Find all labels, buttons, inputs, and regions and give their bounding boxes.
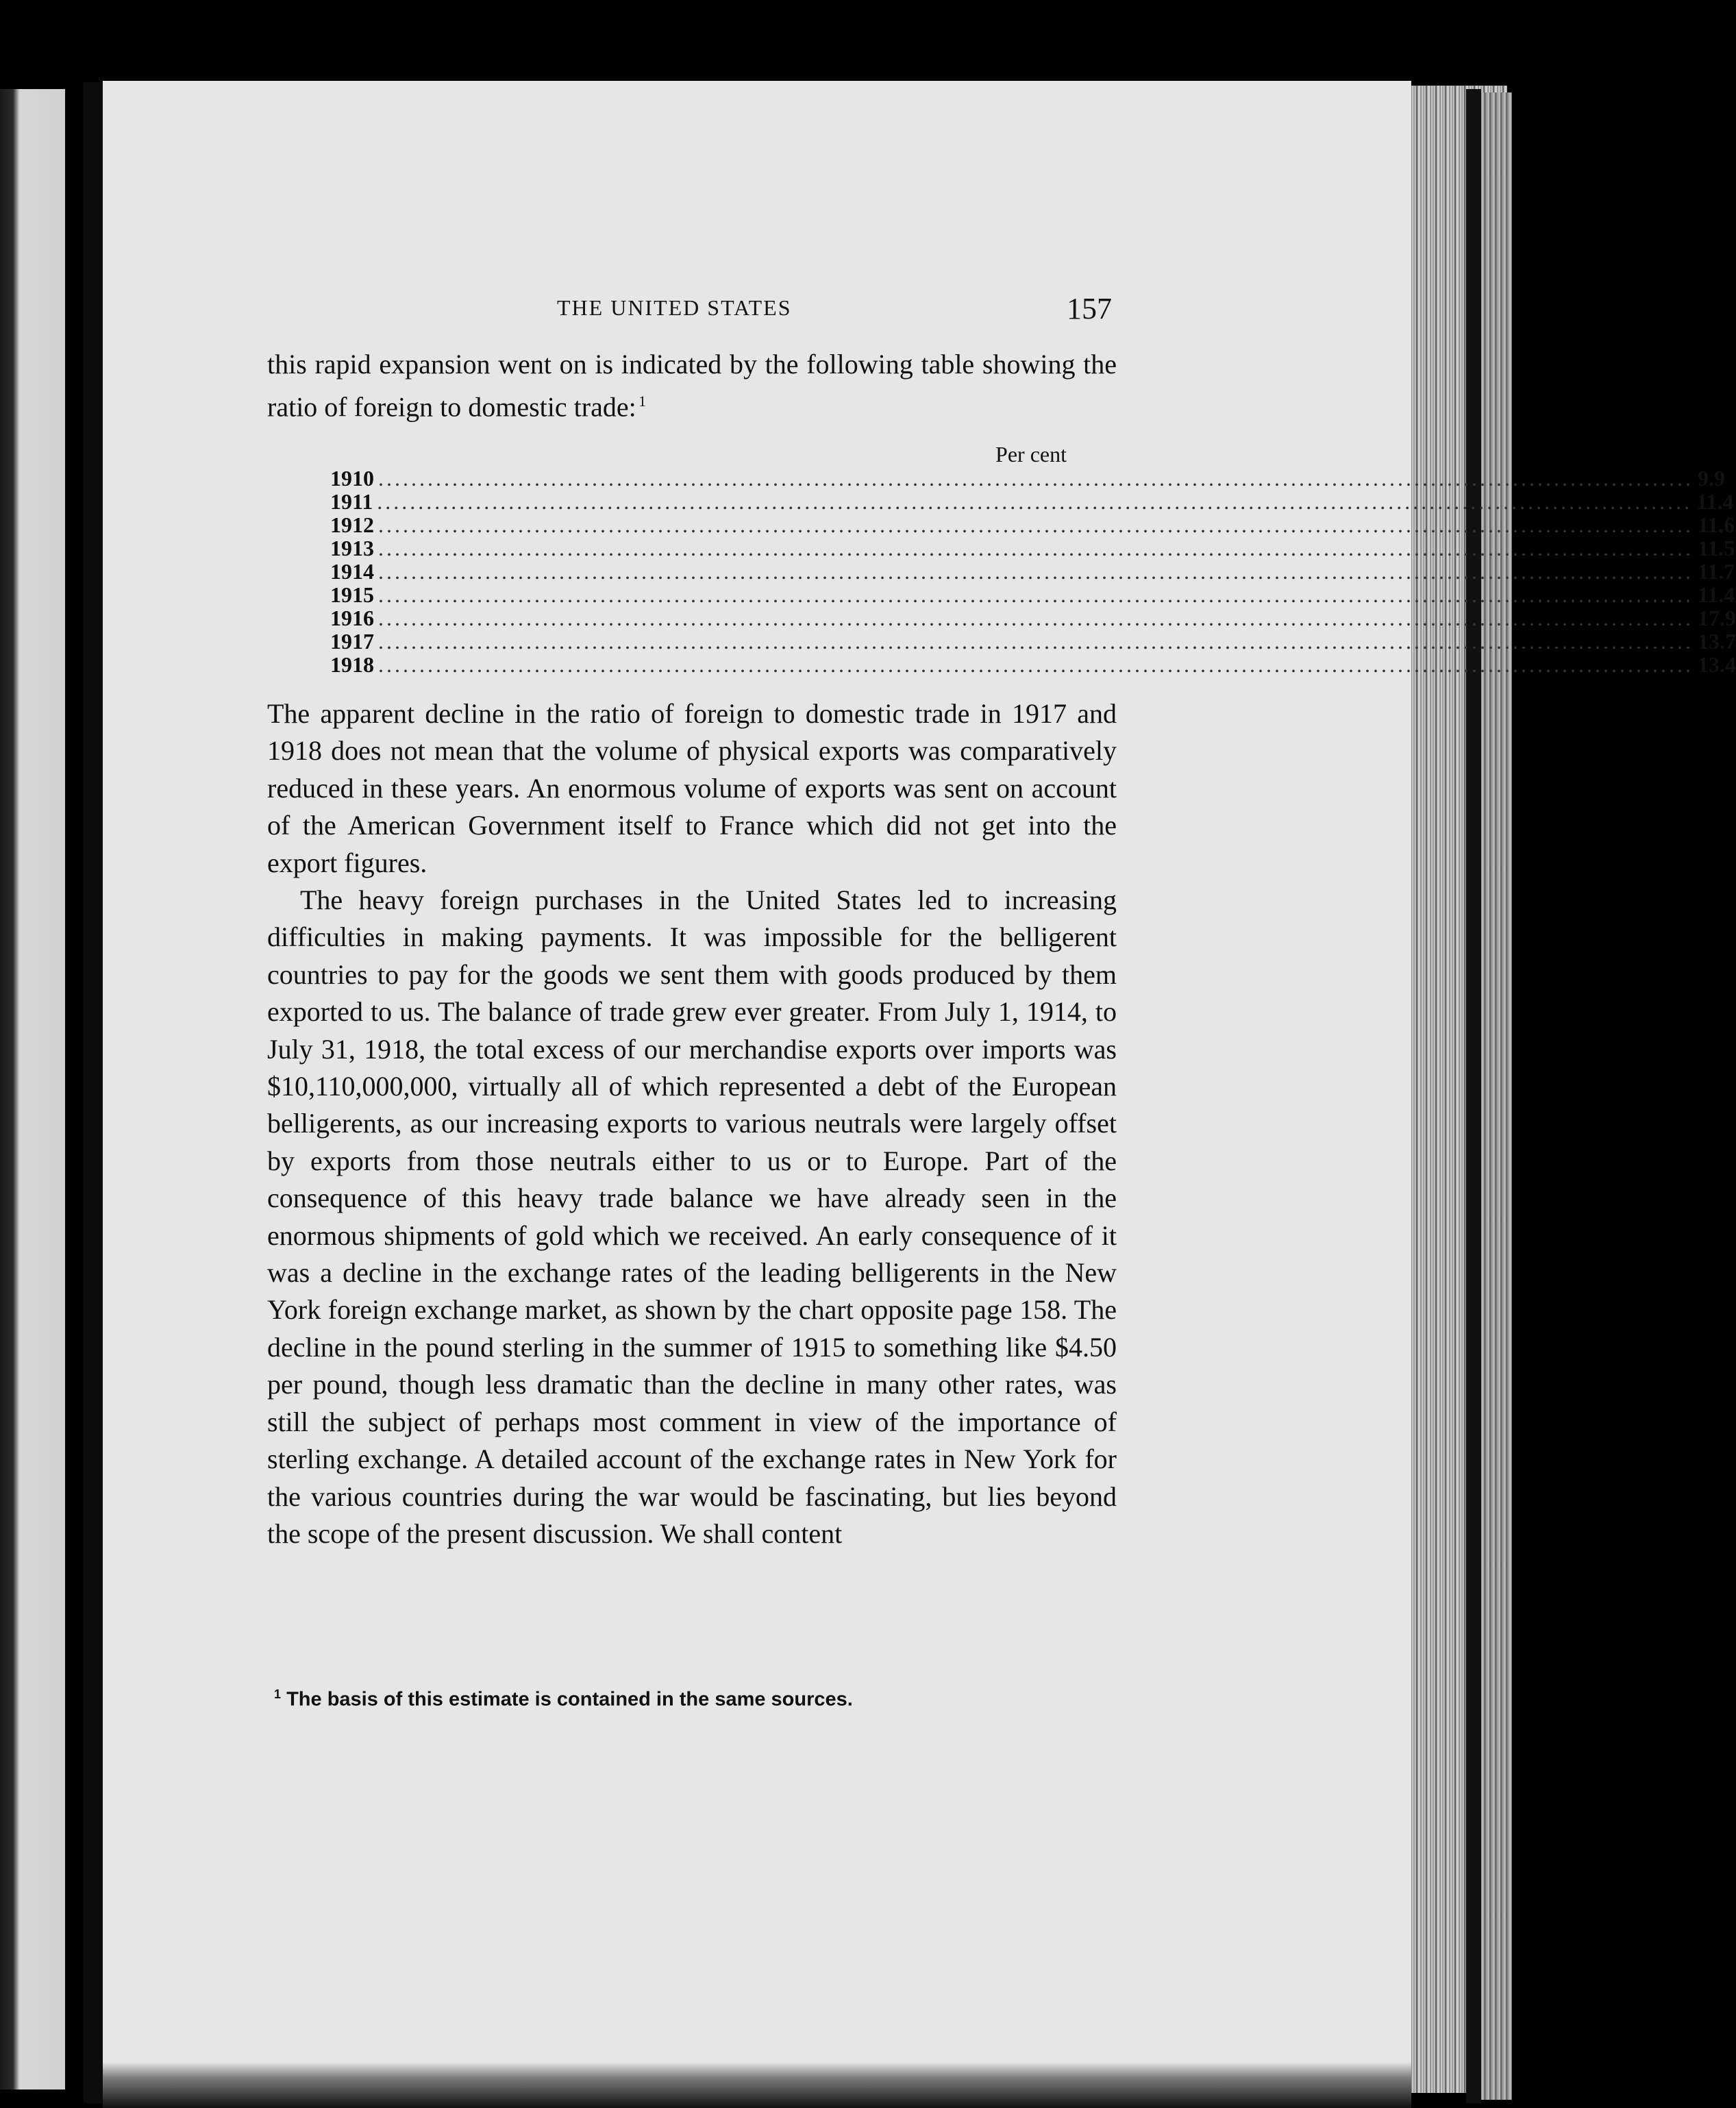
dot-leader: ................................................................................................................................................................ <box>378 629 1694 654</box>
table-column-header: Per cent <box>995 442 1067 467</box>
dot-leader: ................................................................................................................................................................ <box>378 582 1694 607</box>
table-row <box>330 559 1735 584</box>
table-value: 11.6 <box>1698 512 1735 537</box>
running-head <box>273 292 1112 336</box>
page-stack-outer-edge <box>1481 92 1512 2100</box>
table-row <box>330 606 1736 630</box>
table-row <box>330 512 1735 537</box>
dot-leader: ................................................................................................................................................................ <box>378 512 1694 537</box>
table-row <box>330 582 1735 607</box>
table-rows <box>330 466 1736 677</box>
footnote-reference: 1 <box>638 393 647 410</box>
table-year: 1911 <box>330 489 373 514</box>
footnote-mark: 1 <box>274 1687 282 1701</box>
dot-leader: ................................................................................................................................................................ <box>378 536 1694 560</box>
table-year: 1917 <box>330 629 374 654</box>
paragraph-foreign-purchases: The heavy foreign purchases in the United States led to increasing difficulties in making payments. It was impossible for the belligerent countries to pay for the goods we sent them with goods produced by them exported to us. The balance of trade grew ever greater. From July 1, 1914, to July 31, 1918, the total excess of our merchandise exports over imports was $10,110,000,000, virtually all of which represented a debt of the European belligerents, as our increasing exports to various neutrals were largely offset by exports from those neutrals either to us or to Europe. Part of the consequence of this heavy trade balance we have already seen in the enormous shipments of gold which we received. An early consequence of it was a decline in the exchange rates of the leading belligerents in the New York foreign exchange market, as shown by the chart opposite page 158. The decline in the pound sterling in the summer of 1915 to something like $4.50 per pound, though less dramatic than the decline in many other rates, was still the subject of perhaps most comment in view of the importance of sterling exchange. A detailed account of the exchange rates in New York for the various countries during the war would be fascinating, but lies beyond the scope of the present discussion. We shall content <box>267 884 1117 1549</box>
footnote <box>274 1687 853 1711</box>
table-year: 1912 <box>330 512 374 537</box>
page-bottom-shadow <box>103 2062 1411 2108</box>
running-title: THE UNITED STATES <box>557 295 792 320</box>
table-row <box>330 652 1736 677</box>
table-value: 17.9 <box>1698 606 1736 630</box>
table-year: 1913 <box>330 536 374 560</box>
table-row <box>330 466 1725 491</box>
table-row <box>330 489 1734 514</box>
table-year: 1910 <box>330 466 374 491</box>
page-stack-shadow <box>1466 89 1481 2103</box>
table-year: 1915 <box>330 582 374 607</box>
trade-ratio-table <box>330 442 1736 677</box>
table-value: 9.9 <box>1698 466 1725 491</box>
table-row <box>330 629 1736 654</box>
page-number: 157 <box>1067 292 1112 325</box>
table-value: 13.4 <box>1698 652 1736 677</box>
intro-text: this rapid expansion went on is indicated by the following table showing the ratio of foreign to domestic trade: <box>267 349 1117 423</box>
intro-paragraph <box>267 346 1117 426</box>
dot-leader: ................................................................................................................................................................ <box>378 606 1694 630</box>
table-value: 11.7 <box>1698 559 1735 584</box>
dot-leader: ................................................................................................................................................................ <box>378 652 1694 677</box>
facing-page-edge <box>0 89 65 2090</box>
paragraph-decline: The apparent decline in the ratio of foreign to domestic trade in 1917 and 1918 does not mean that the volume of physical exports was comparatively reduced in these years. An enormous volume of exports was sent on account of the American Government itself to France which did not get into the export figures. <box>267 698 1117 878</box>
table-year: 1918 <box>330 652 374 677</box>
table-value: 13.7 <box>1698 629 1736 654</box>
dot-leader: ................................................................................................................................................................ <box>378 466 1694 491</box>
dot-leader: ................................................................................................................................................................ <box>378 559 1694 584</box>
table-year: 1914 <box>330 559 374 584</box>
book-spine-gutter <box>84 82 103 2103</box>
table-value: 11.4 <box>1696 489 1734 514</box>
table-row <box>330 536 1735 560</box>
table-year: 1916 <box>330 606 374 630</box>
footnote-text: The basis of this estimate is contained in the same sources. <box>286 1688 853 1711</box>
dot-leader: ................................................................................................................................................................ <box>377 489 1693 514</box>
table-value: 11.5 <box>1698 536 1735 560</box>
table-value: 11.4 <box>1698 582 1735 607</box>
